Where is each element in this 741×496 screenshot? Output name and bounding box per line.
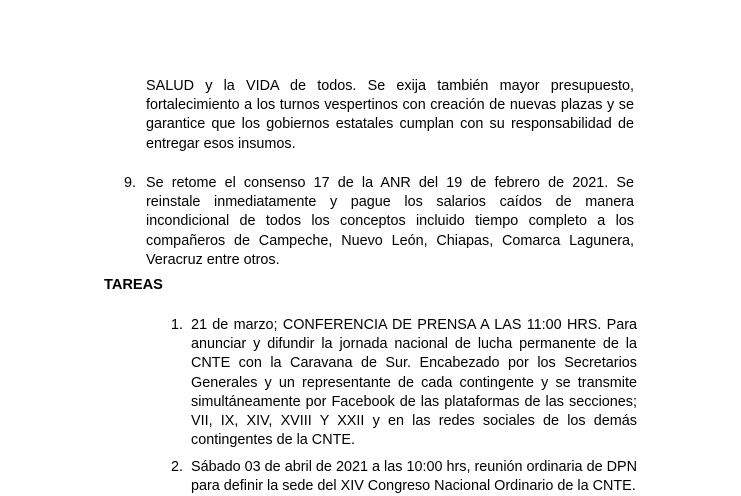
- item-9-text: Se retome el consenso 17 de la ANR del 19 de febrero de 2021. Se reinstale inmediatamente y pague los salarios caídos de manera incondicional de todos los conceptos incluido tiempo completo a los compañeros de Campeche, Nuevo León, Chiapas, Comarca Lagunera, Veracruz entre otros.: [146, 175, 634, 268]
- section-heading-tareas: TAREAS: [104, 277, 163, 293]
- tarea-1-text: 21 de marzo; CONFERENCIA DE PRENSA A LAS 11:00 HRS. Para anunciar y difundir la jornada nacional de lucha permanente de la CNTE con la Caravana de Sur. Encabezado por los Secretarios Generales y un representante de cada contingente y se transmite simultáneamente por Facebook de las plataformas de las secciones; VII, IX, XIV, XVIII Y XXII y en las redes sociales de los demás contingentes de la CNTE.: [191, 317, 637, 449]
- item-9-number: 9.: [124, 175, 137, 191]
- tarea-1-number: 1.: [171, 317, 184, 333]
- continued-paragraph: SALUD y la VIDA de todos. Se exija también mayor presupuesto, fortalecimiento a los turnos vespertinos con creación de nuevas plazas y se garantice que los gobiernos estatales cumplan con su responsabilidad de entregar esos insumos.: [146, 78, 634, 152]
- tarea-2-text: Sábado 03 de abril de 2021 a las 10:00 hrs, reunión ordinaria de DPN para definir la sede del XIV Congreso Nacional Ordinario de la CNTE.: [191, 459, 637, 495]
- tarea-2-number: 2.: [171, 459, 184, 475]
